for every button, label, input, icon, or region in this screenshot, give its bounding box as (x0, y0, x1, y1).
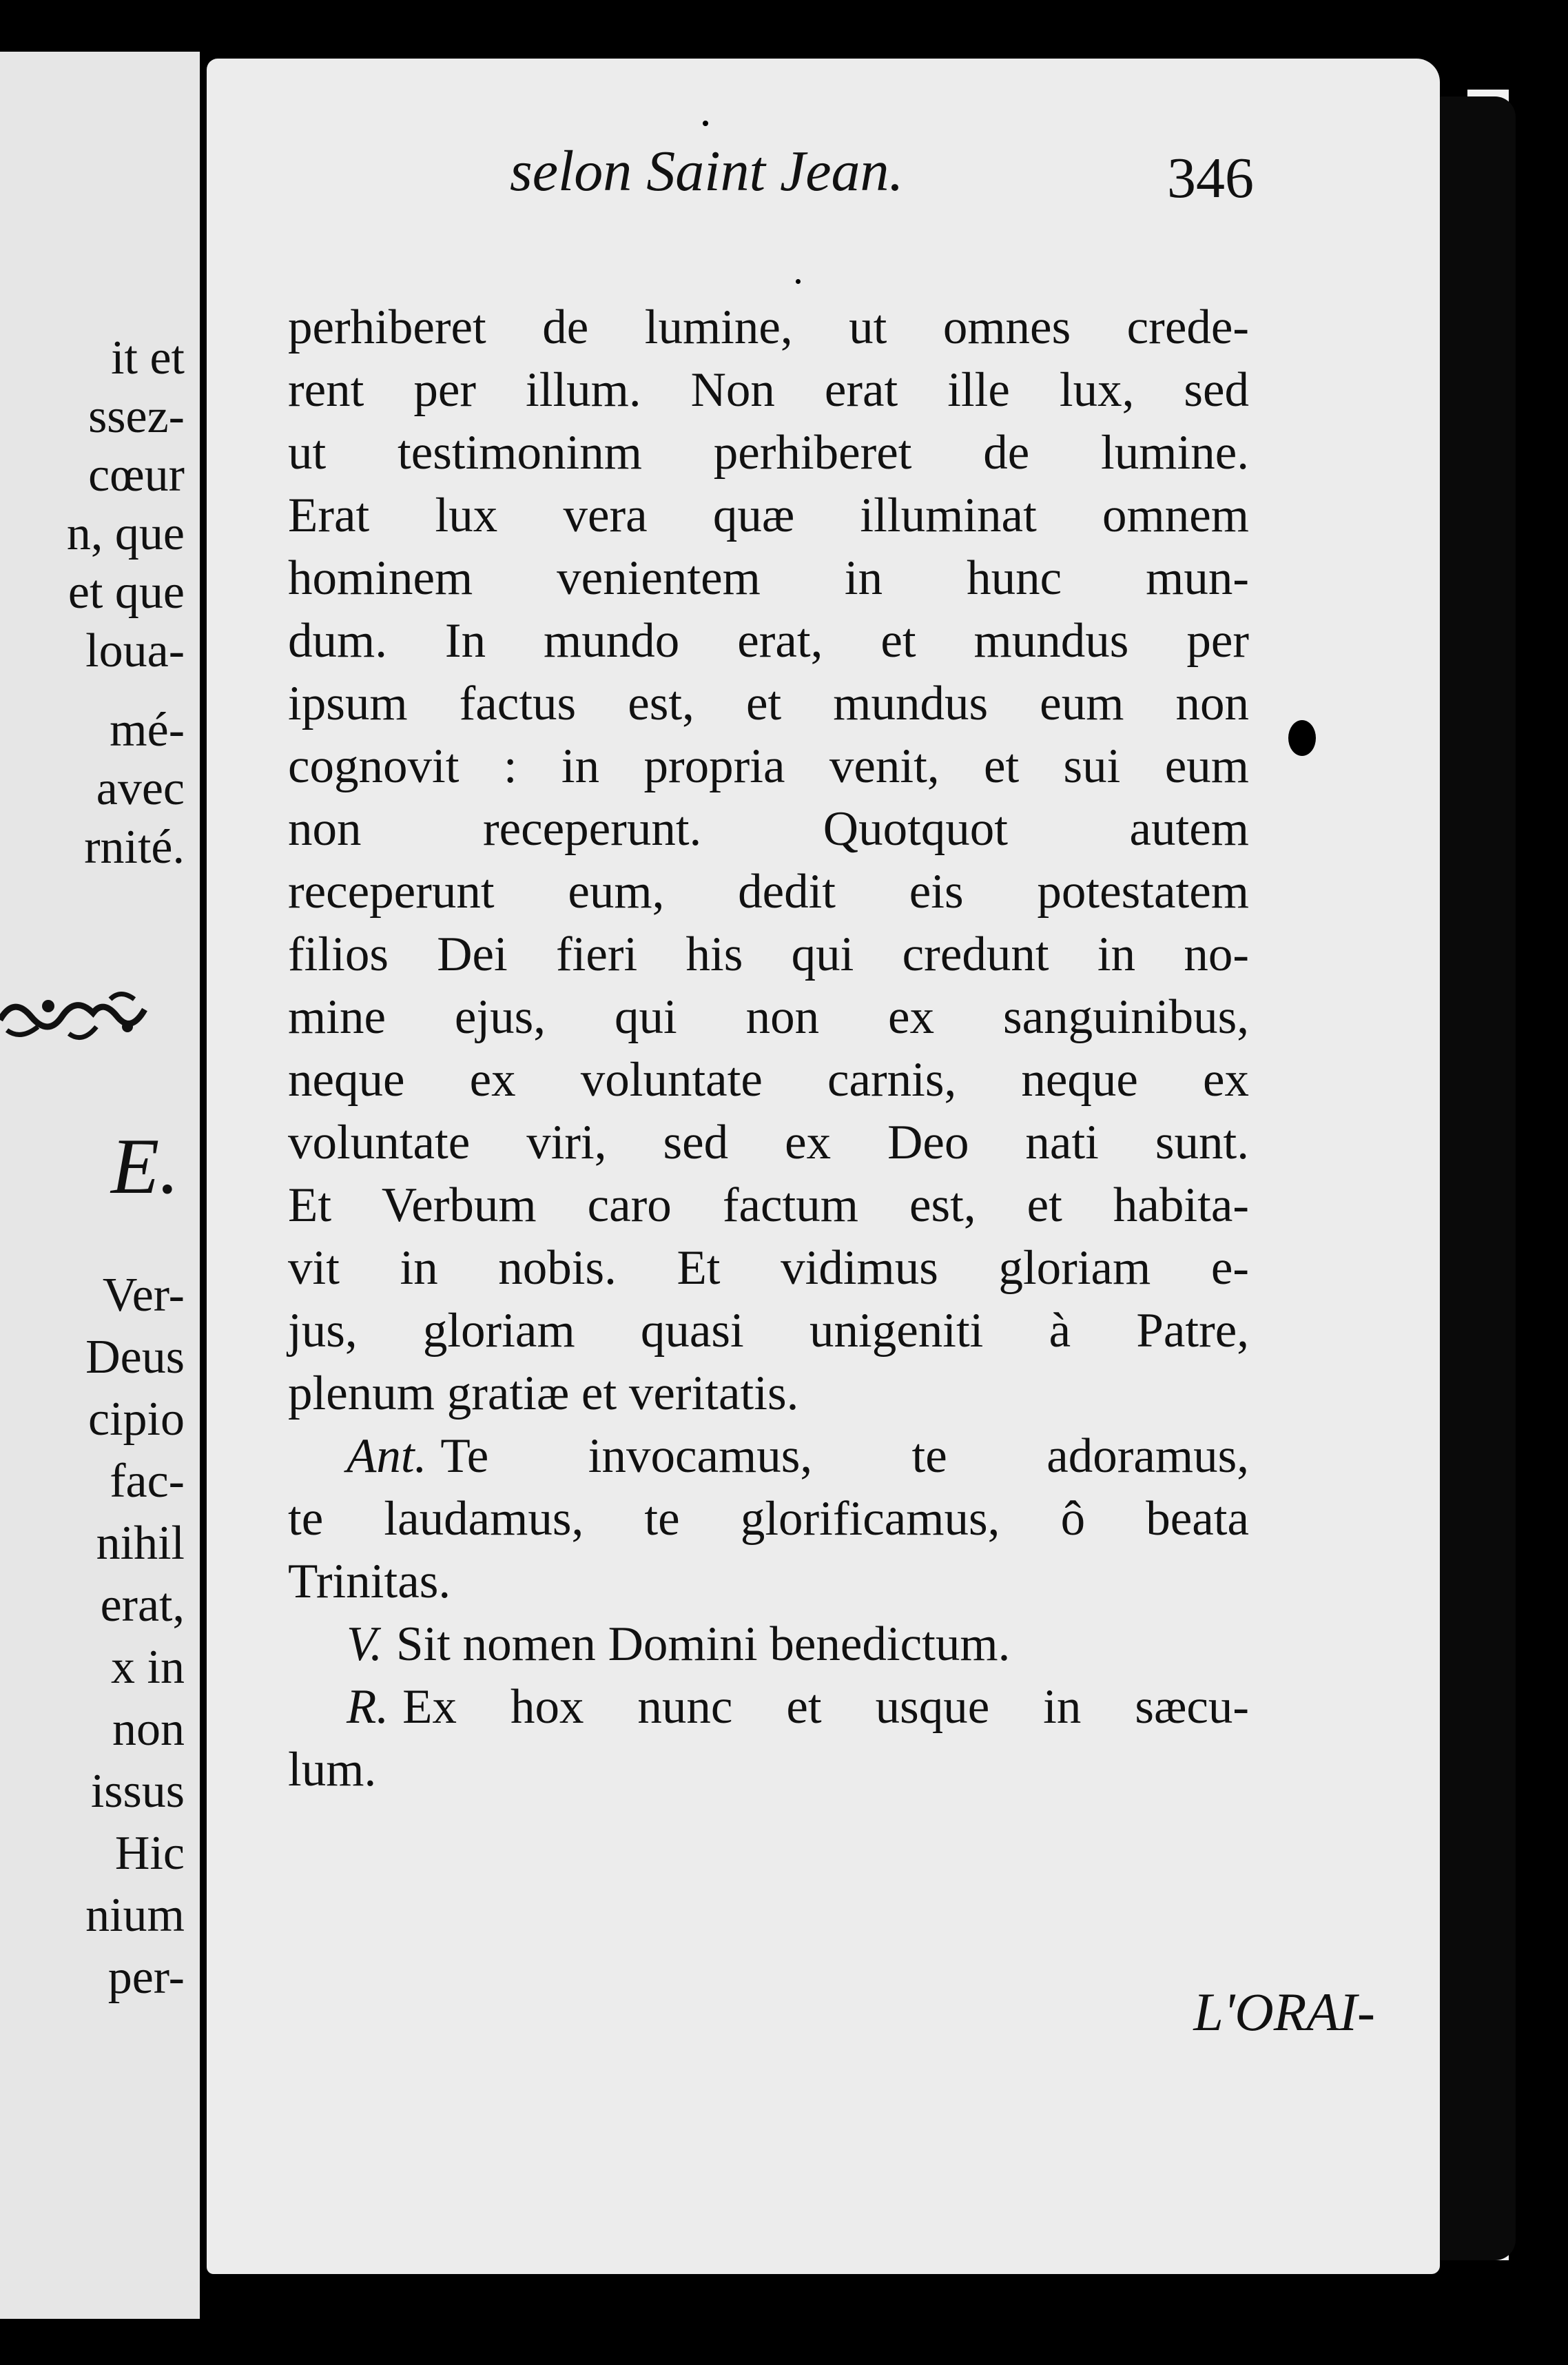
response-label: R. (347, 1680, 389, 1734)
text-line: filios Dei fieri his qui credunt in no- (288, 928, 1249, 981)
left-fragment: fac- (110, 1455, 185, 1508)
response-line: lum. (288, 1743, 377, 1796)
text-line: mine ejus, qui non ex sanguinibus, (288, 990, 1249, 1044)
ink-speck-icon (796, 279, 801, 284)
text-line: Et Verbum caro factum est, et habita- (288, 1178, 1249, 1232)
running-head (303, 138, 1254, 227)
text-line: plenum gratiæ et veritatis. (288, 1366, 799, 1420)
left-fragment: per- (107, 1951, 185, 2004)
left-fragment: issus (90, 1765, 185, 1818)
left-fragment: rnité. (84, 821, 185, 874)
left-fragment: it et (111, 331, 185, 385)
left-fragment: loua- (85, 624, 185, 677)
antiphon-line (288, 1425, 1249, 1488)
left-fragment: x in (111, 1641, 185, 1694)
versicle-line (288, 1613, 1249, 1676)
text-line: Erat lux vera quæ illuminat omnem (288, 489, 1249, 542)
left-fragment: avec (96, 762, 185, 815)
text-line: rent per illum. Non erat ille lux, sed (288, 363, 1249, 417)
response-text: Ex hox nunc et usque in sæcu- (402, 1680, 1249, 1734)
text-line: ipsum factus est, et mundus eum non (288, 677, 1249, 730)
catchword: L'ORAI- (1193, 1982, 1375, 2042)
left-fragment: cipio (88, 1393, 185, 1446)
left-fragment: mé- (110, 704, 185, 757)
text-line: hominem venientem in hunc mun- (288, 551, 1249, 605)
ink-blot-icon (1288, 720, 1316, 756)
ink-speck-icon (703, 121, 708, 126)
left-fragment: nium (85, 1889, 185, 1942)
antiphon-text: Te invocamus, te adoramus, (440, 1429, 1249, 1483)
left-fragment: et que (68, 566, 185, 619)
text-line: vit in nobis. Et vidimus gloriam e- (288, 1241, 1249, 1295)
text-line: ut testimoninm perhiberet de lumine. (288, 426, 1249, 480)
left-page-fragment (0, 52, 200, 2319)
left-section-initial: E. (111, 1123, 179, 1210)
left-fragment: ssez- (88, 390, 185, 443)
main-text (288, 296, 1249, 1801)
versicle-text: Sit nomen Domini benedictum. (395, 1617, 1011, 1671)
running-title: selon Saint Jean. (510, 139, 904, 203)
left-fragment: erat, (100, 1579, 185, 1632)
left-fragment: Deus (85, 1331, 185, 1384)
antiphon-line: Trinitas. (288, 1555, 451, 1608)
text-line: jus, gloriam quasi unigeniti à Patre, (288, 1304, 1249, 1358)
text-line: non receperunt. Quotquot autem (288, 802, 1249, 856)
text-line: cognovit : in propria venit, et sui eum (288, 739, 1249, 793)
text-line: voluntate viri, sed ex Deo nati sunt. (288, 1116, 1249, 1169)
left-fragment: cœur (88, 449, 185, 502)
left-fragment: nihil (96, 1517, 185, 1570)
text-line: neque ex voluntate carnis, neque ex (288, 1053, 1249, 1107)
text-line: receperunt eum, dedit eis potestatem (288, 865, 1249, 919)
antiphon-label: Ant. (347, 1429, 427, 1483)
ornament-icon (0, 985, 152, 1047)
left-fragment: non (112, 1703, 185, 1756)
page-number: 346 (1167, 146, 1254, 210)
text-line: perhiberet de lumine, ut omnes crede- (288, 300, 1249, 354)
versicle-label: V. (347, 1617, 382, 1671)
antiphon-line: te laudamus, te glorificamus, ô beata (288, 1492, 1249, 1546)
left-fragment: Ver- (102, 1269, 185, 1322)
text-line: dum. In mundo erat, et mundus per (288, 614, 1249, 668)
left-fragment: n, que (66, 507, 185, 560)
left-fragment: Hic (114, 1827, 185, 1880)
response-line (288, 1676, 1249, 1739)
